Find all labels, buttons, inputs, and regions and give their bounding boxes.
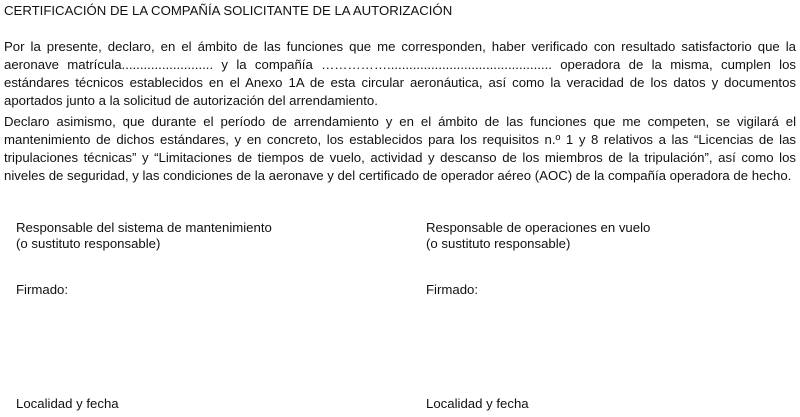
declaration-paragraph-2: Declaro asimismo, que durante el período de arrendamiento y en el ámbito de las funciones que me competen, se vigilará el mantenimiento de dichos estándares, y en concreto, los establecidos para los requisitos n.º 1 y 8 relativos a las “Licencias de las tripulaciones técnicas” y “Limitaciones de tiempos de vuelo, actividad y descanso de los miembros de la tripulación”, así como los niveles de seguridad, y las condiciones de la aeronave y del certificado de operador aéreo (AOC) de la compañía operadora de hecho.: [4, 114, 796, 183]
right-signatory-role: Responsable de operaciones en vuelo: [426, 220, 651, 235]
left-signed-label: Firmado:: [16, 282, 69, 297]
left-place-date-label: Localidad y fecha: [16, 396, 119, 411]
document-heading: CERTIFICACIÓN DE LA COMPAÑÍA SOLICITANTE DE LA AUTORIZACIÓN: [4, 3, 453, 18]
declaration-paragraph-1: Por la presente, declaro, en el ámbito de las funciones que me corresponden, haber verificado con resultado satisfactorio que la aeronave matrícula......................... y la compañía ……………............................................. operadora de la misma, cumplen los estándares técnicos establecidos en el Anexo 1A de esta circular aeronáutica, así como la veracidad de los datos y documentos aportados junto a la solicitud de autorización del arrendamiento.: [4, 39, 796, 108]
right-signatory-substitute: (o sustituto responsable): [426, 236, 571, 251]
left-signatory-substitute: (o sustituto responsable): [16, 236, 161, 251]
right-place-date-label: Localidad y fecha: [426, 396, 529, 411]
right-signed-label: Firmado:: [426, 282, 479, 297]
left-signatory-role: Responsable del sistema de mantenimiento: [16, 220, 272, 235]
